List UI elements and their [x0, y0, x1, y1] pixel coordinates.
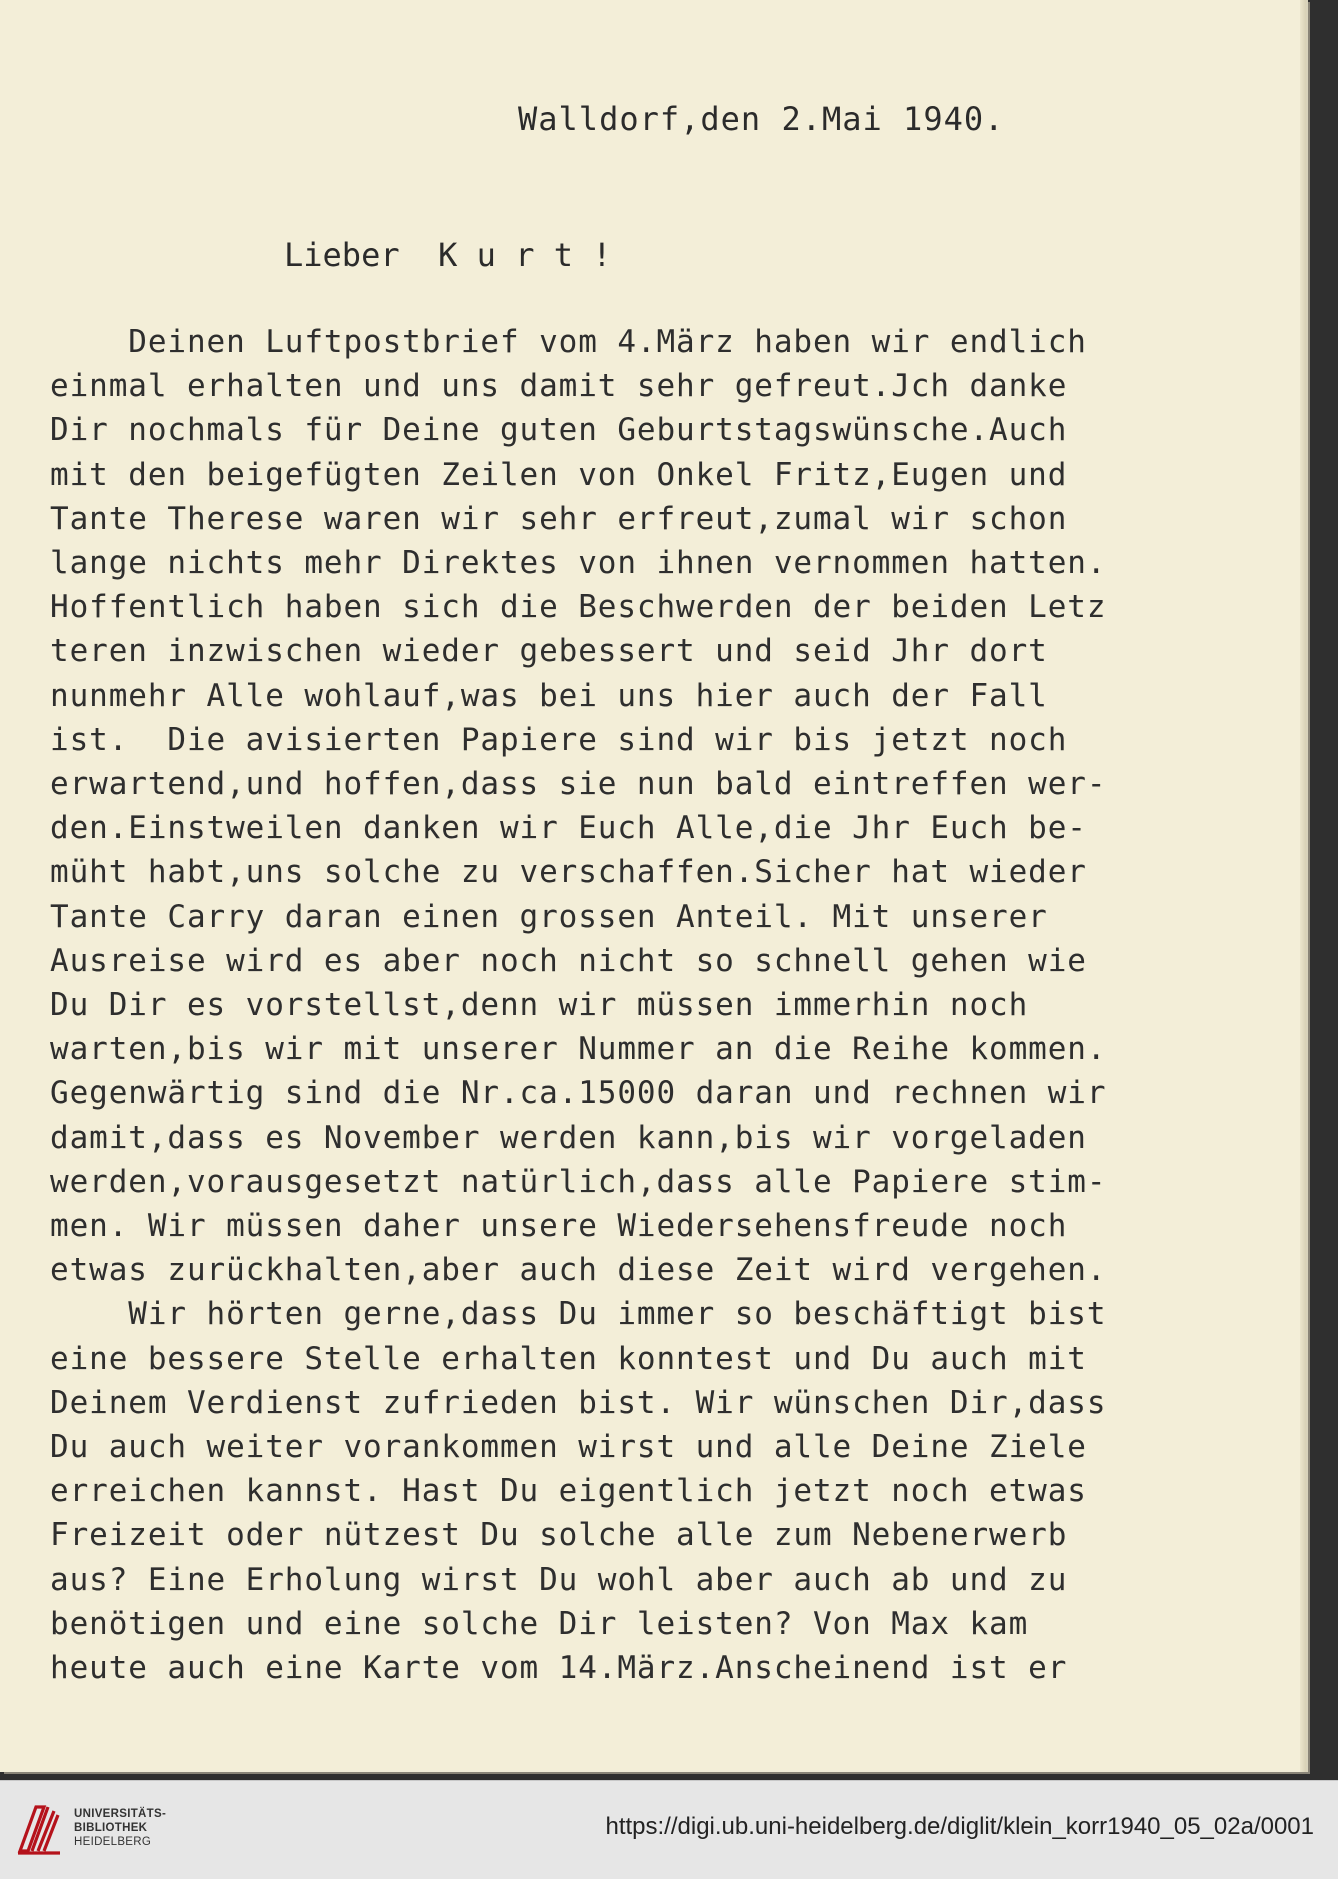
letter-line: ist. Die avisierten Papiere sind wir bis jetzt noch: [50, 721, 1068, 758]
letter-line: lange nichts mehr Direktes von ihnen vernommen hatten.: [50, 545, 1107, 582]
letter-line: Deinen Luftpostbrief vom 4.März haben wir endlich: [50, 324, 1087, 360]
letter-line: Deinem Verdienst zufrieden bist. Wir wünschen Dir,dass: [50, 1384, 1107, 1421]
letter-line: Du auch weiter vorankommen wirst und alle Deine Ziele: [50, 1429, 1087, 1466]
logo-line-1: UNIVERSITÄTS-: [74, 1808, 167, 1820]
letter-line: damit,dass es November werden kann,bis wir vorgeladen: [50, 1119, 1087, 1156]
logo-line-2: BIBLIOTHEK: [74, 1822, 148, 1834]
letter-line: erreichen kannst. Hast Du eigentlich jetzt noch etwas: [50, 1473, 1087, 1510]
letter-line: erwartend,und hoffen,dass sie nun bald eintreffen wer-: [50, 766, 1107, 803]
letter-line: Hoffentlich haben sich die Beschwerden der beiden Letz: [50, 589, 1107, 626]
letter-body: [50, 320, 1300, 1690]
letter-salutation: Lieber K u r t !: [284, 236, 612, 274]
library-logo-icon: [14, 1801, 66, 1857]
letter-line: werden,vorausgesetzt natürlich,dass alle Papiere stim-: [50, 1163, 1107, 1200]
letter-line: Tante Therese waren wir sehr erfreut,zumal wir schon: [50, 500, 1068, 537]
letter-line: etwas zurückhalten,aber auch diese Zeit wird vergehen.: [50, 1252, 1107, 1289]
letter-line: benötigen und eine solche Dir leisten? Von Max kam: [50, 1605, 1029, 1642]
viewer-footer: [0, 1780, 1338, 1879]
letter-line: men. Wir müssen daher unsere Wiedersehensfreude noch: [50, 1208, 1068, 1245]
permalink-url[interactable]: https://digi.ub.uni-heidelberg.de/diglit/klein_korr1940_05_02a/0001: [605, 1813, 1314, 1840]
letter-line: Du Dir es vorstellst,denn wir müssen immerhin noch: [50, 987, 1029, 1024]
letter-line: müht habt,uns solche zu verschaffen.Sicher hat wieder: [50, 854, 1087, 891]
letter-line: Ausreise wird es aber noch nicht so schnell gehen wie: [50, 942, 1087, 979]
letter-line: Tante Carry daran einen grossen Anteil. Mit unserer: [50, 898, 1048, 935]
letter-line: Dir nochmals für Deine guten Geburtstagswünsche.Auch: [50, 412, 1068, 449]
letter-line: Freizeit oder nützest Du solche alle zum Nebenerwerb: [50, 1517, 1068, 1554]
library-logo-text: [74, 1807, 166, 1849]
letter-line: heute auch eine Karte vom 14.März.Anscheinend ist er: [50, 1650, 1068, 1687]
letter-line: nunmehr Alle wohlauf,was bei uns hier auch der Fall: [50, 677, 1048, 714]
letter-line: einmal erhalten und uns damit sehr gefreut.Jch danke: [50, 368, 1068, 405]
letter-line: Gegenwärtig sind die Nr.ca.15000 daran und rechnen wir: [50, 1075, 1107, 1112]
letter-line: warten,bis wir mit unserer Nummer an die Reihe kommen.: [50, 1031, 1107, 1068]
letter-line: mit den beigefügten Zeilen von Onkel Fritz,Eugen und: [50, 456, 1068, 493]
letter-date: Walldorf,den 2.Mai 1940.: [518, 100, 1005, 138]
letter-line: teren inzwischen wieder gebessert und seid Jhr dort: [50, 633, 1048, 670]
logo-line-3: HEIDELBERG: [74, 1836, 152, 1848]
letter-line: aus? Eine Erholung wirst Du wohl aber auch ab und zu: [50, 1561, 1068, 1598]
letter-line: eine bessere Stelle erhalten konntest und Du auch mit: [50, 1340, 1087, 1377]
letter-line: den.Einstweilen danken wir Euch Alle,die Jhr Euch be-: [50, 810, 1087, 847]
library-logo[interactable]: [14, 1797, 184, 1863]
letter-line: Wir hörten gerne,dass Du immer so beschäftigt bist: [50, 1296, 1107, 1333]
